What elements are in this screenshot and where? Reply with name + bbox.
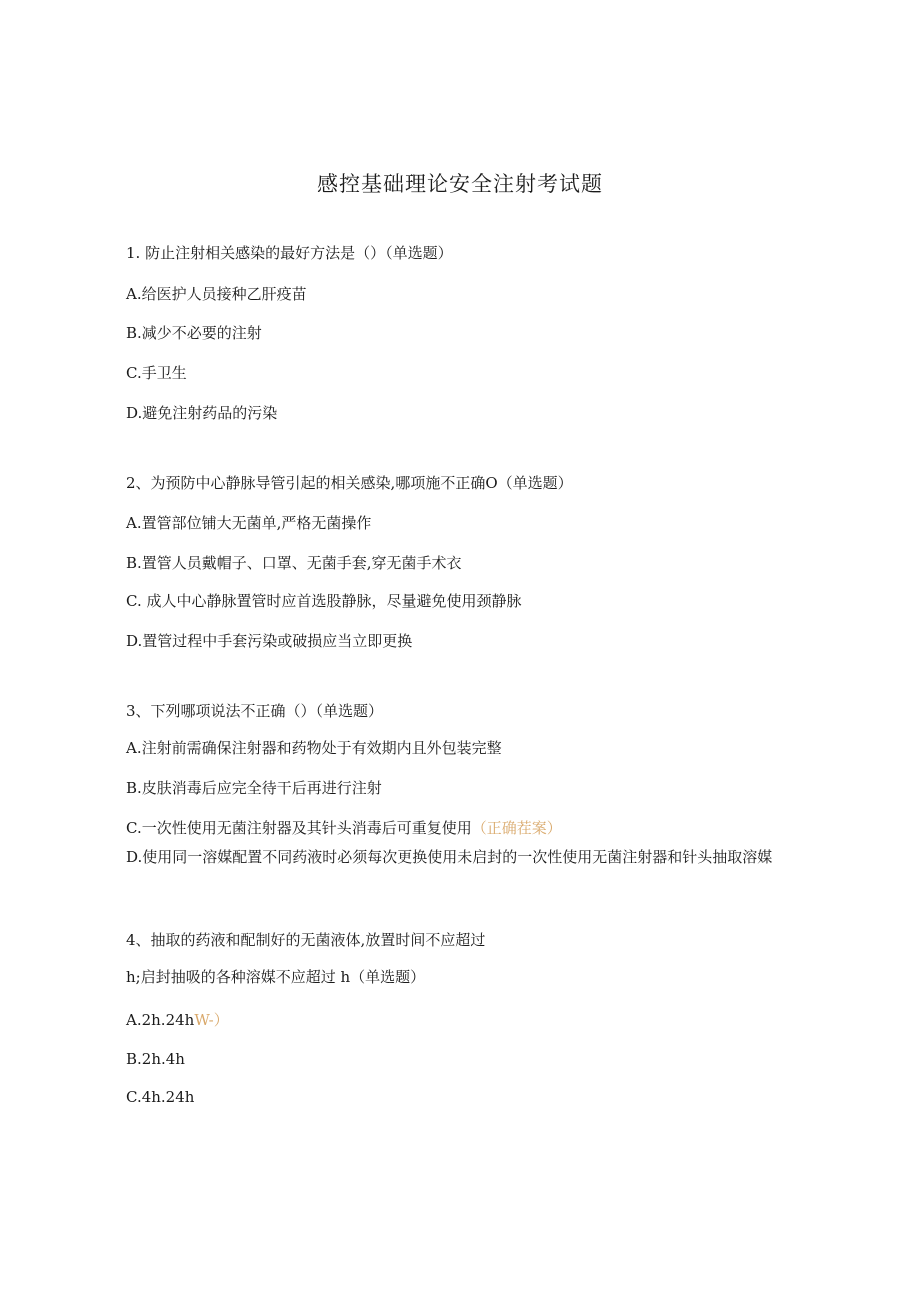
question-3-option-c-text: C.一次性使用无菌注射器及其针头消毒后可重复使用 — [126, 819, 472, 837]
question-3-option-a: A.注射前需确保注射器和药物处于有效期内且外包装完整 — [126, 739, 502, 757]
question-4-option-a-text: A.2h.24h — [126, 1011, 195, 1029]
question-4-stem: 4、抽取的药液和配制好的无菌液体,放置时间不应超过 — [126, 931, 486, 949]
question-4-stem-line2: h;启封抽吸的各种溶媒不应超过 h（单选题） — [126, 968, 426, 986]
question-4-option-c: C.4h.24h — [126, 1088, 195, 1106]
question-1-option-a: A.给医护人员接种乙肝疫苗 — [126, 285, 307, 303]
question-1-option-b: B.减少不必要的注射 — [126, 324, 262, 342]
question-1-option-c: C.手卫生 — [126, 364, 187, 382]
question-3-option-c — [126, 818, 786, 838]
question-4-answer-mark: W-） — [194, 1011, 229, 1029]
question-1-stem: 1. 防止注射相关感染的最好方法是（）（单选题） — [126, 244, 453, 262]
question-4-option-a — [126, 1010, 786, 1030]
question-2-option-b: B.置管人员戴帽子、口罩、无菌手套,穿无菌手术衣 — [126, 554, 462, 572]
question-2-option-d: D.置管过程中手套污染或破损应当立即更换 — [126, 632, 413, 650]
question-2-option-c: C. 成人中心静脉置管时应首选股静脉，尽量避免使用颈静脉 — [126, 592, 522, 610]
question-3-option-d: D.使用同一溶媒配置不同药液时必须每次更换使用未启封的一次性使用无菌注射器和针头抽取溶媒 — [126, 848, 773, 866]
question-4-option-b: B.2h.4h — [126, 1050, 185, 1068]
question-3-option-b: B.皮肤消毒后应完全待干后再进行注射 — [126, 779, 382, 797]
question-3-stem: 3、下列哪项说法不正确（）（单选题） — [126, 702, 384, 720]
question-3-answer-mark: （正确茬案） — [471, 819, 562, 837]
page-title: 感控基础理论安全注射考试题 — [317, 172, 603, 196]
question-2-stem: 2、为预防中心静脉导管引起的相关感染,哪项施不正确O（单选题） — [126, 474, 573, 492]
question-1-option-d: D.避免注射药品的污染 — [126, 404, 278, 422]
question-2-option-a: A.置管部位铺大无菌单,严格无菌操作 — [126, 514, 372, 532]
